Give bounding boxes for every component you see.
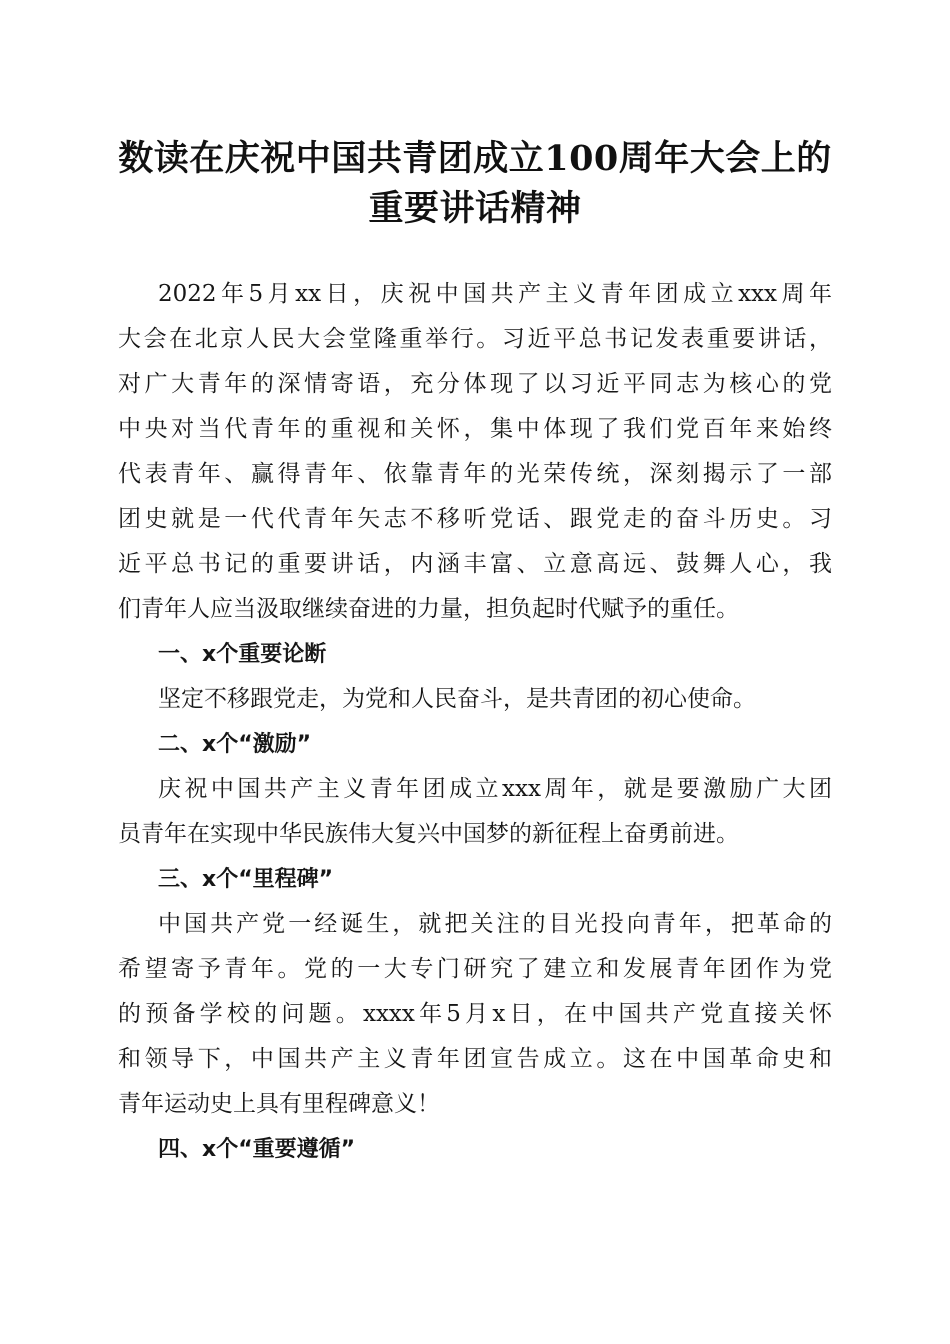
paragraph-line: 员青年在实现中华民族伟大复兴中国梦的新征程上奋勇前进。 xyxy=(118,821,739,847)
paragraph-line: 和领导下，中国共产主义青年团宣告成立。这在中国革命史和 xyxy=(118,1046,832,1072)
section-2-paragraph xyxy=(118,767,832,857)
paragraph-line: 的预备学校的问题。xxxx年5月x日，在中国共产党直接关怀 xyxy=(118,1001,832,1027)
paragraph-line: 近平总书记的重要讲话，内涵丰富、立意高远、鼓舞人心，我 xyxy=(118,551,832,577)
document-title xyxy=(100,134,850,234)
title-line-1: 数读在庆祝中国共青团成立100周年大会上的 xyxy=(118,138,832,179)
section-heading-3: 三、x个“里程碑” xyxy=(158,867,334,892)
paragraph-line: 中央对当代青年的重视和关怀，集中体现了我们党百年来始终 xyxy=(118,416,832,442)
paragraph-line: 代表青年、赢得青年、依靠青年的光荣传统，深刻揭示了一部 xyxy=(118,461,832,487)
section-heading-1: 一、x个重要论断 xyxy=(158,642,327,667)
paragraph-line: 团史就是一代代青年矢志不移听党话、跟党走的奋斗历史。习 xyxy=(118,506,832,532)
paragraph-line: 大会在北京人民大会堂隆重举行。习近平总书记发表重要讲话， xyxy=(118,326,832,352)
paragraph-line: 庆祝中国共产主义青年团成立xxx周年，就是要激励广大团 xyxy=(158,776,832,802)
intro-paragraph xyxy=(118,272,832,632)
paragraph-line: 坚定不移跟党走，为党和人民奋斗，是共青团的初心使命。 xyxy=(158,686,756,712)
section-heading-2: 二、x个“激励” xyxy=(158,732,312,757)
paragraph-line: 们青年人应当汲取继续奋进的力量，担负起时代赋予的重任。 xyxy=(118,596,739,622)
section-3-paragraph xyxy=(118,902,832,1127)
paragraph-line: 希望寄予青年。党的一大专门研究了建立和发展青年团作为党 xyxy=(118,956,832,982)
paragraph-line: 中国共产党一经诞生，就把关注的目光投向青年，把革命的 xyxy=(158,911,832,937)
paragraph-line: 对广大青年的深情寄语，充分体现了以习近平同志为核心的党 xyxy=(118,371,832,397)
paragraph-line: 2022年5月xx日，庆祝中国共产主义青年团成立xxx周年 xyxy=(158,281,832,307)
paragraph-line: 青年运动史上具有里程碑意义！ xyxy=(118,1091,440,1117)
section-1-paragraph xyxy=(118,677,832,722)
title-line-2: 重要讲话精神 xyxy=(368,188,582,229)
document-body xyxy=(118,272,832,1172)
section-heading-4: 四、x个“重要遵循” xyxy=(158,1137,356,1162)
